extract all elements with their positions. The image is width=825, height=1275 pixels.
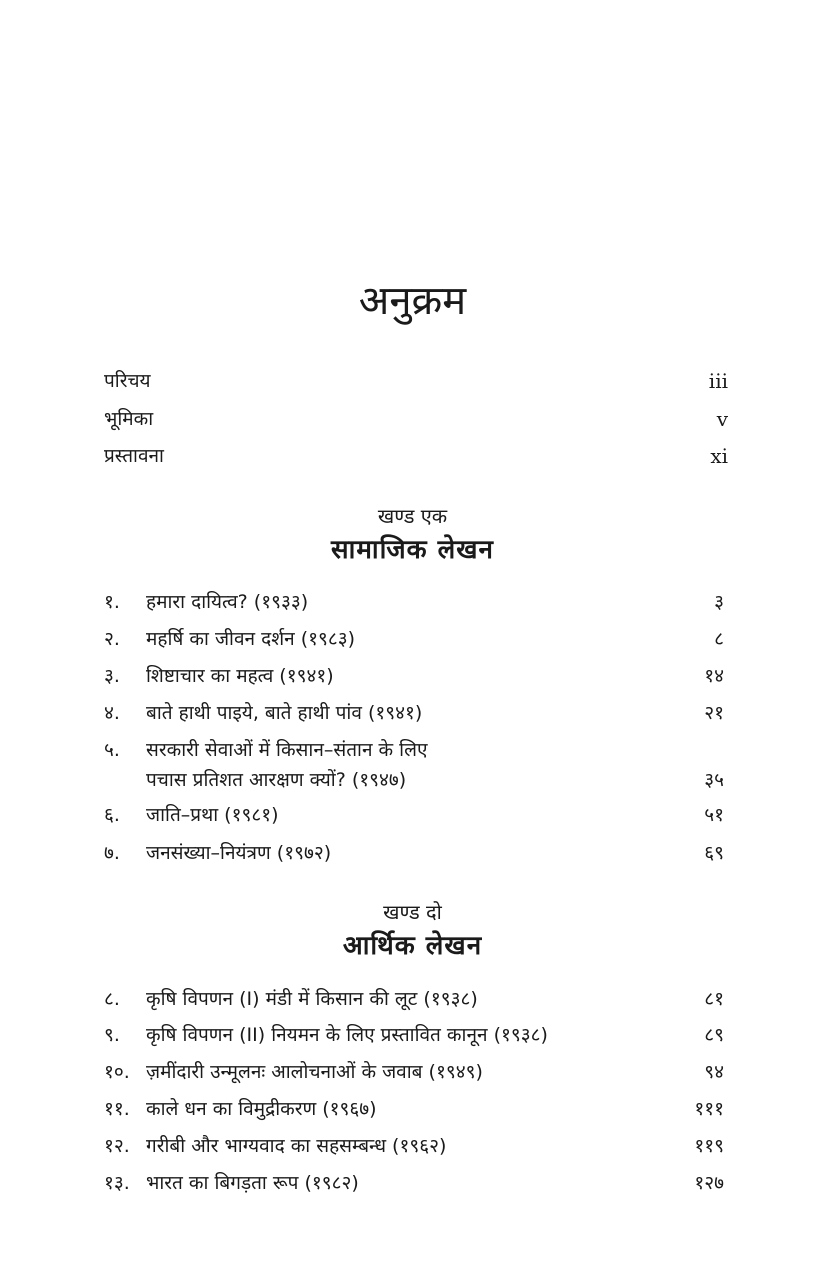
toc-entry-page: १२७ [694,1172,724,1194]
toc-item-page: iii [708,369,728,393]
toc-item-page: v [716,407,728,431]
toc-entry-title: गरीबी और भाग्यवाद का सहसम्बन्ध (१९६२) [146,1135,447,1157]
toc-entry-number: ९. [104,1024,120,1046]
toc-front-item-foreword[interactable] [104,404,728,434]
toc-entry-number: ४. [104,702,120,724]
toc-entry-number: ५. [104,739,120,761]
toc-entry-page: १११ [694,1098,724,1120]
toc-entry-page: ३५ [704,769,724,791]
toc-entry-title: कृषि विपणन (I) मंडी में किसान की लूट (१९३८) [146,988,478,1010]
toc-entry-title-continued: पचास प्रतिशत आरक्षण क्यों? (१९४७) [146,769,407,791]
toc-entry-number: २. [104,628,120,650]
toc-entry-number: ८. [104,988,120,1010]
toc-front-item-introduction[interactable] [104,366,728,396]
toc-entry-page: ८९ [704,1024,724,1046]
page-title: अनुक्रम [358,277,467,324]
toc-entry-number: १. [104,591,120,613]
section-1-subtitle: खण्ड एक [377,504,448,528]
section-2-subtitle: खण्ड दो [383,900,442,924]
toc-entry-title: सरकारी सेवाओं में किसान–संतान के लिए [146,739,428,761]
toc-entry-page: ६९ [704,842,724,864]
toc-entry-page: ११९ [694,1135,724,1157]
toc-entry-number: १३. [104,1172,130,1194]
toc-entry-number: ६. [104,804,120,826]
toc-entry-number: १२. [104,1135,130,1157]
toc-entry-number: ७. [104,842,120,864]
toc-item-label: प्रस्तावना [104,445,164,467]
toc-entry-number: ३. [104,665,120,687]
toc-entry-title: भारत का बिगड़ता रूप (१९८२) [146,1172,359,1194]
toc-entry-title: बाते हाथी पाइये, बाते हाथी पांव (१९४१) [146,702,423,724]
toc-front-item-preface[interactable] [104,441,728,471]
toc-entry-number: ११. [104,1098,130,1120]
toc-item-label: भूमिका [104,408,154,430]
toc-entry-page: ५१ [704,804,724,826]
toc-entry-title: ज़मींदारी उन्मूलनः आलोचनाओं के जवाब (१९४९) [146,1061,483,1083]
toc-entry-title: काले धन का विमुद्रीकरण (१९६७) [146,1098,377,1120]
toc-item-label: परिचय [104,370,151,392]
toc-item-page: xi [710,444,728,468]
toc-entry-title: हमारा दायित्व? (१९३३) [146,591,309,613]
toc-entry-page: ९४ [704,1061,724,1083]
toc-entry-title: कृषि विपणन (II) नियमन के लिए प्रस्तावित कानून (१९३८) [146,1024,548,1046]
toc-entry-number: १०. [104,1061,130,1083]
toc-entry-page: ८ [714,628,724,650]
toc-entry-title: शिष्टाचार का महत्व (१९४१) [146,665,334,687]
toc-entry-page: १४ [704,665,724,687]
section-2-heading: आर्थिक लेखन [342,931,483,961]
toc-entry-page: ८१ [704,988,724,1010]
toc-entry-title: जनसंख्या–नियंत्रण (१९७२) [146,842,332,864]
toc-entry-page: ३ [714,591,724,613]
toc-entry-title: जाति–प्रथा (१९८१) [146,804,279,826]
section-1-heading: सामाजिक लेखन [331,535,494,565]
toc-entry-page: २१ [704,702,724,724]
toc-entry-title: महर्षि का जीवन दर्शन (१९८३) [146,628,356,650]
